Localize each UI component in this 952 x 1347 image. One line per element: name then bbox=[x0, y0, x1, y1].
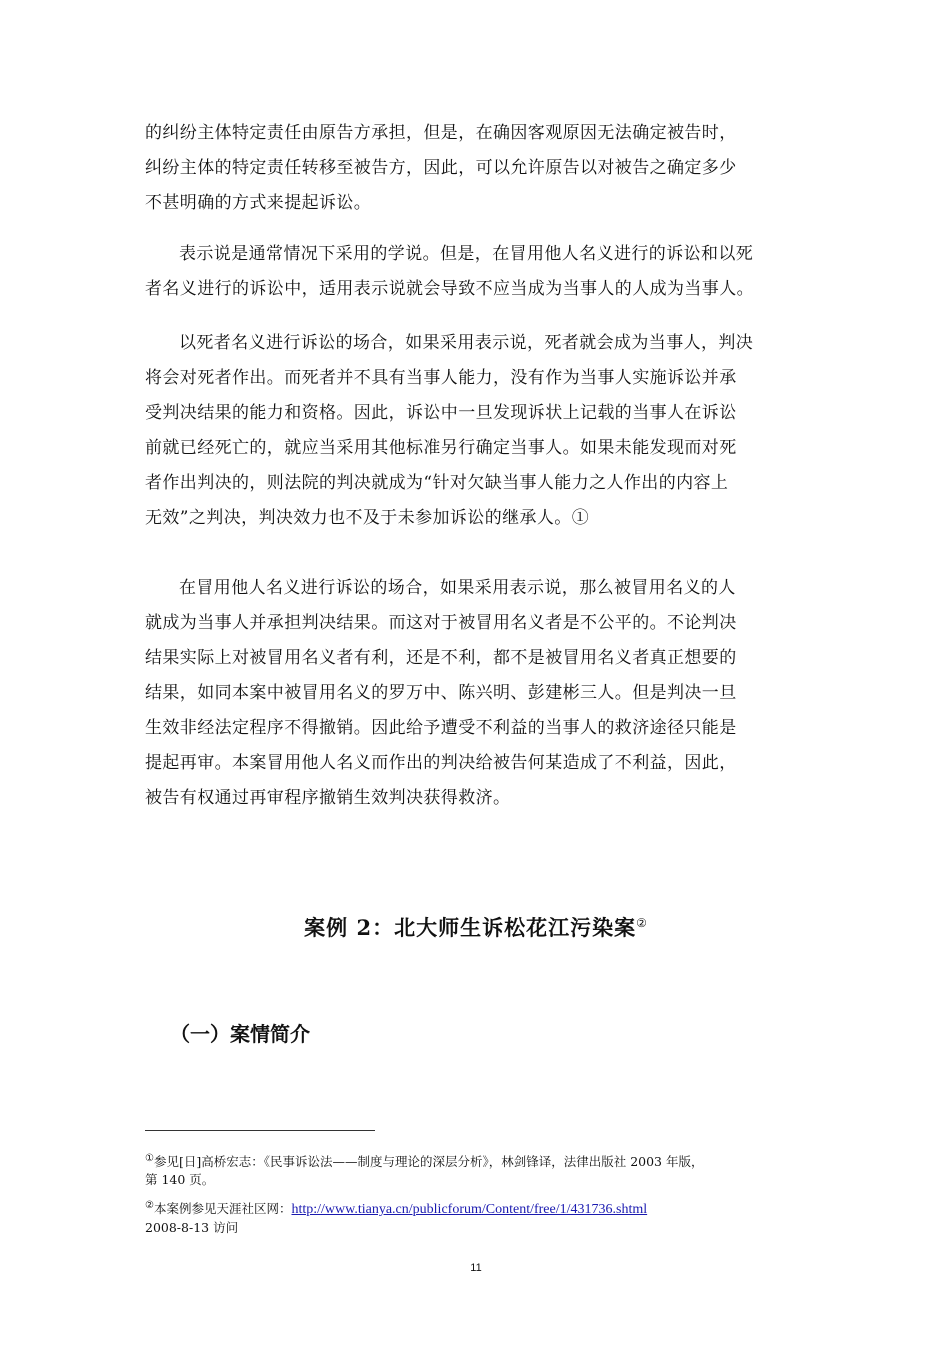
text-line: 前就已经死亡的，就应当采用其他标准另行确定当事人。如果未能发现而对死 bbox=[145, 438, 737, 458]
text-line: 被告有权通过再审程序撤销生效判决获得救济。 bbox=[145, 788, 511, 808]
text-line: 纠纷主体的特定责任转移至被告方，因此，可以允许原告以对被告之确定多少 bbox=[145, 158, 737, 178]
body-text bbox=[145, 571, 833, 816]
paragraph-2 bbox=[145, 237, 833, 307]
case-title bbox=[0, 912, 952, 942]
text-line: 提起再审。本案冒用他人名义而作出的判决给被告何某造成了不利益，因此， bbox=[145, 753, 737, 773]
paragraph-1 bbox=[145, 116, 833, 221]
footnote-text: 本案例参见天涯社区网： bbox=[153, 1201, 292, 1217]
footnotes bbox=[145, 1150, 810, 1245]
text-line: 将会对死者作出。而死者并不具有当事人能力，没有作为当事人实施诉讼并承 bbox=[145, 368, 737, 388]
paragraph-4 bbox=[145, 571, 833, 816]
page-number: 11 bbox=[470, 1262, 482, 1274]
footnote-link[interactable]: http://www.tianya.cn/publicforum/Content/free/1/431736.shtml bbox=[291, 1202, 648, 1218]
footnote-text: 第 140 页。 bbox=[145, 1172, 215, 1188]
footnote-1 bbox=[145, 1150, 810, 1189]
body-text bbox=[145, 237, 833, 307]
case-title-text: 案例 2：北大师生诉松花江污染案 bbox=[304, 915, 637, 940]
footnote-text: 参见[日]高桥宏志：《民事诉讼法——制度与理论的深层分析》，林剑锋译，法律出版社 2003 年版， bbox=[153, 1154, 704, 1170]
body-text bbox=[145, 326, 833, 536]
text-line: 无效”之判决，判决效力也不及于未参加诉讼的继承人。① bbox=[145, 508, 590, 528]
footnote-text: 2008-8-13 访问 bbox=[145, 1220, 239, 1236]
text-line: 结果实际上对被冒用名义者有利，还是不利，都不是被冒用名义者真正想要的 bbox=[145, 648, 737, 668]
body-text bbox=[145, 116, 833, 221]
text-line: 不甚明确的方式来提起诉讼。 bbox=[145, 193, 372, 213]
text-line: 者名义进行的诉讼中，适用表示说就会导致不应当成为当事人的人成为当事人。 bbox=[145, 279, 754, 299]
text-line: 以死者名义进行诉讼的场合，如果采用表示说，死者就会成为当事人，判决 bbox=[179, 333, 754, 353]
text-line: 表示说是通常情况下采用的学说。但是，在冒用他人名义进行的诉讼和以死 bbox=[179, 244, 754, 264]
text-line: 者作出判决的，则法院的判决就成为“针对欠缺当事人能力之人作出的内容上 bbox=[145, 473, 729, 493]
footnote-2 bbox=[145, 1197, 810, 1237]
footnote-ref-2[interactable]: ② bbox=[636, 916, 648, 930]
text-line: 就成为当事人并承担判决结果。而这对于被冒用名义者是不公平的。不论判决 bbox=[145, 613, 737, 633]
text-line: 受判决结果的能力和资格。因此，诉讼中一旦发现诉状上记载的当事人在诉讼 bbox=[145, 403, 737, 423]
paragraph-3 bbox=[145, 326, 833, 536]
text-line: 在冒用他人名义进行诉讼的场合，如果采用表示说，那么被冒用名义的人 bbox=[179, 578, 736, 598]
section-title: （一）案情简介 bbox=[170, 1022, 310, 1046]
footnote-mark: ② bbox=[145, 1200, 154, 1212]
footnote-divider bbox=[145, 1130, 375, 1131]
text-line: 的纠纷主体特定责任由原告方承担，但是，在确因客观原因无法确定被告时， bbox=[145, 123, 737, 143]
footnote-mark: ① bbox=[145, 1153, 154, 1164]
text-line: 结果，如同本案中被冒用名义的罗万中、陈兴明、彭建彬三人。但是判决一旦 bbox=[145, 683, 737, 703]
text-line: 生效非经法定程序不得撤销。因此给予遭受不利益的当事人的救济途径只能是 bbox=[145, 718, 737, 738]
